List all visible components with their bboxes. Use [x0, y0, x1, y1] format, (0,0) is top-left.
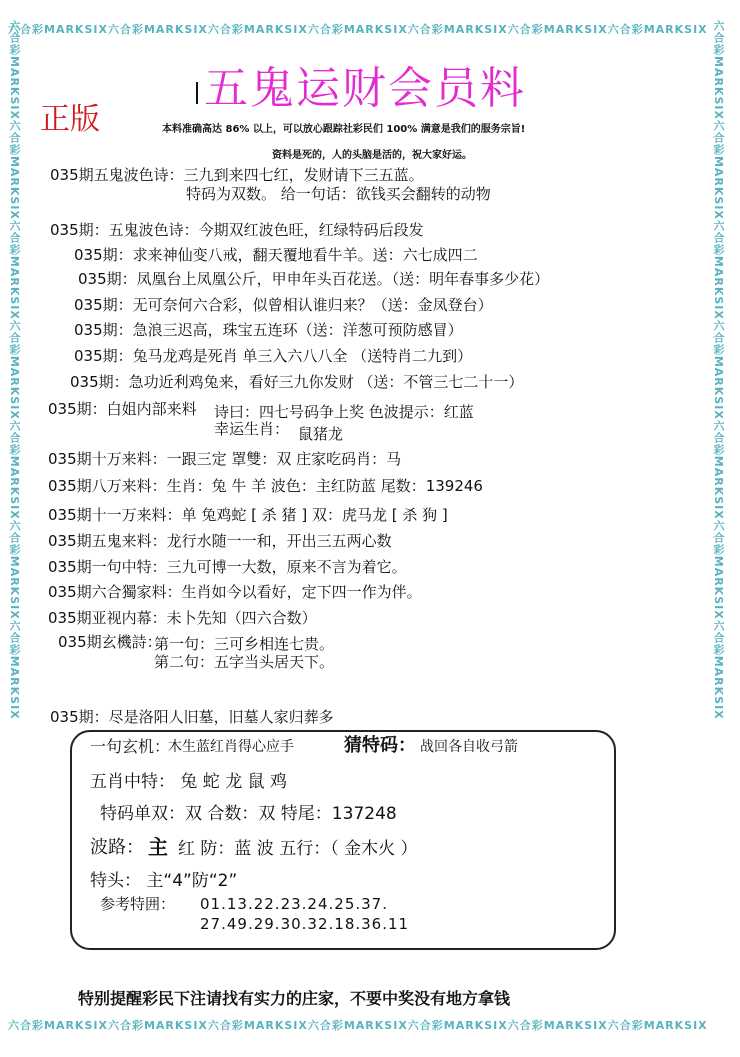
box-odd-even: 特码单双：双 合数：双 特尾：137248: [100, 804, 397, 824]
box-hint-text: 木生蓝红肖得心应手: [168, 739, 294, 755]
content-line: 鼠猪龙: [298, 425, 344, 443]
content-line: 幸运生肖：: [214, 420, 290, 438]
tagline-luck: 资料是死的，人的头脑是活的，祝大家好运。: [272, 150, 472, 161]
box-guess-text: 战回各自收弓箭: [420, 739, 518, 755]
content-line: 035期：急浪三迟高，珠宝五连环（送：洋葱可预防感冒）: [74, 321, 463, 339]
content-line: 第一句：三可乡相连七贵。: [154, 635, 335, 653]
watermark-left: 六合彩MARKSIX六合彩MARKSIX六合彩MARKSIX六合彩MARKSIX六合彩MARKSIX六合彩MARKSIX六合彩MARKSIX: [8, 20, 21, 720]
box-ref-label: 参考特囲：: [100, 895, 176, 913]
content-line: 特码为双数。 给一句话：欲钱买会翻转的动物: [186, 185, 491, 203]
content-line: 035期十万来料：一跟三定 罩雙：双 庄家吃码肖：马: [48, 450, 402, 468]
content-line: 035期一句中特：三九可博一大数，原来不言为着它。: [48, 558, 407, 576]
content-line: 035期：无可奈何六合彩，似曾相认谁归来？（送：金凤登台）: [74, 296, 493, 314]
content-line: 035期：凤凰台上凤凰公斤，甲申年头百花送。（送：明年春事多少花）: [78, 270, 550, 288]
content-line: 035期玄機詩：: [58, 633, 162, 651]
content-line: 035期五鬼波色诗：三九到来四七红，发财请下三五蓝。: [50, 166, 424, 184]
content-line: 035期八万来料：生肖：兔 牛 羊 波色：主红防蓝 尾数：139246: [48, 477, 483, 495]
box-ref-numbers-2: 27.49.29.30.32.18.36.11: [200, 915, 410, 933]
content-line: 诗曰：四七号码争上奖 色波提示：红蓝: [214, 403, 474, 421]
watermark-right: 六合彩MARKSIX六合彩MARKSIX六合彩MARKSIX六合彩MARKSIX六合彩MARKSIX六合彩MARKSIX六合彩MARKSIX: [712, 20, 725, 720]
watermark-bottom: 六合彩MARKSIX六合彩MARKSIX六合彩MARKSIX六合彩MARKSIX六合彩MARKSIX六合彩MARKSIX六合彩MARKSIX: [8, 1019, 708, 1032]
box-hint-label: 一句玄机：: [90, 737, 171, 756]
content-line: 035期：白姐内部来料: [48, 400, 197, 418]
content-line: 035期亚视内幕：未卜先知（四六合数）: [48, 609, 317, 627]
content-line: 035期：尽是洛阳人旧墓，旧墓人家归葬多: [50, 708, 334, 726]
box-guess-label: 猜特码：: [344, 735, 416, 756]
content-line: 035期：五鬼波色诗：今期双红波色旺，红绿特码后段发: [50, 221, 424, 239]
footer-notice: 特别提醒彩民下注请找有实力的庄家，不要中奖没有地方拿钱: [78, 989, 511, 1008]
box-wave-label: 波路：: [90, 837, 144, 858]
watermark-top: 六合彩MARKSIX六合彩MARKSIX六合彩MARKSIX六合彩MARKSIX六合彩MARKSIX六合彩MARKSIX六合彩MARKSIX: [8, 23, 708, 36]
box-wave-main: 主: [148, 835, 168, 859]
content-line: 第二句：五字当头居天下。: [154, 653, 335, 671]
title-bar: [196, 82, 198, 104]
content-line: 035期：兔马龙鸡是死肖 单三入六八八全 （送特肖二九到）: [74, 347, 473, 365]
box-five-zodiac: 五肖中特： 兔 蛇 龙 鼠 鸡: [90, 772, 288, 792]
content-line: 035期十一万来料：单 兔鸡蛇 [ 杀 猪 ] 双：虎马龙 [ 杀 狗 ]: [48, 506, 448, 524]
stamp-genuine: 正版: [40, 102, 100, 137]
box-wave-rest: 红 防：蓝 波 五行：（ 金木火 ）: [178, 839, 418, 859]
page-title: 五鬼运财会员料: [204, 63, 526, 114]
box-head: 特头： 主“4”防“2”: [90, 871, 238, 891]
content-line: 035期六合獨家料：生肖如今以看好，定下四一作为伴。: [48, 583, 422, 601]
content-line: 035期：急功近利鸡兔来，看好三九你发财 （送：不管三七二十一）: [70, 373, 524, 391]
box-ref-numbers-1: 01.13.22.23.24.25.37.: [200, 895, 388, 913]
content-line: 035期五鬼来料：龙行水随一一和，开出三五两心数: [48, 532, 392, 550]
tagline-accuracy: 本料准确高达 86% 以上，可以放心跟踪社彩民们 100% 满意是我们的服务宗旨!: [162, 124, 526, 135]
content-line: 035期：求来神仙变八戒，翻天覆地看牛羊。送：六七成四二: [74, 246, 478, 264]
